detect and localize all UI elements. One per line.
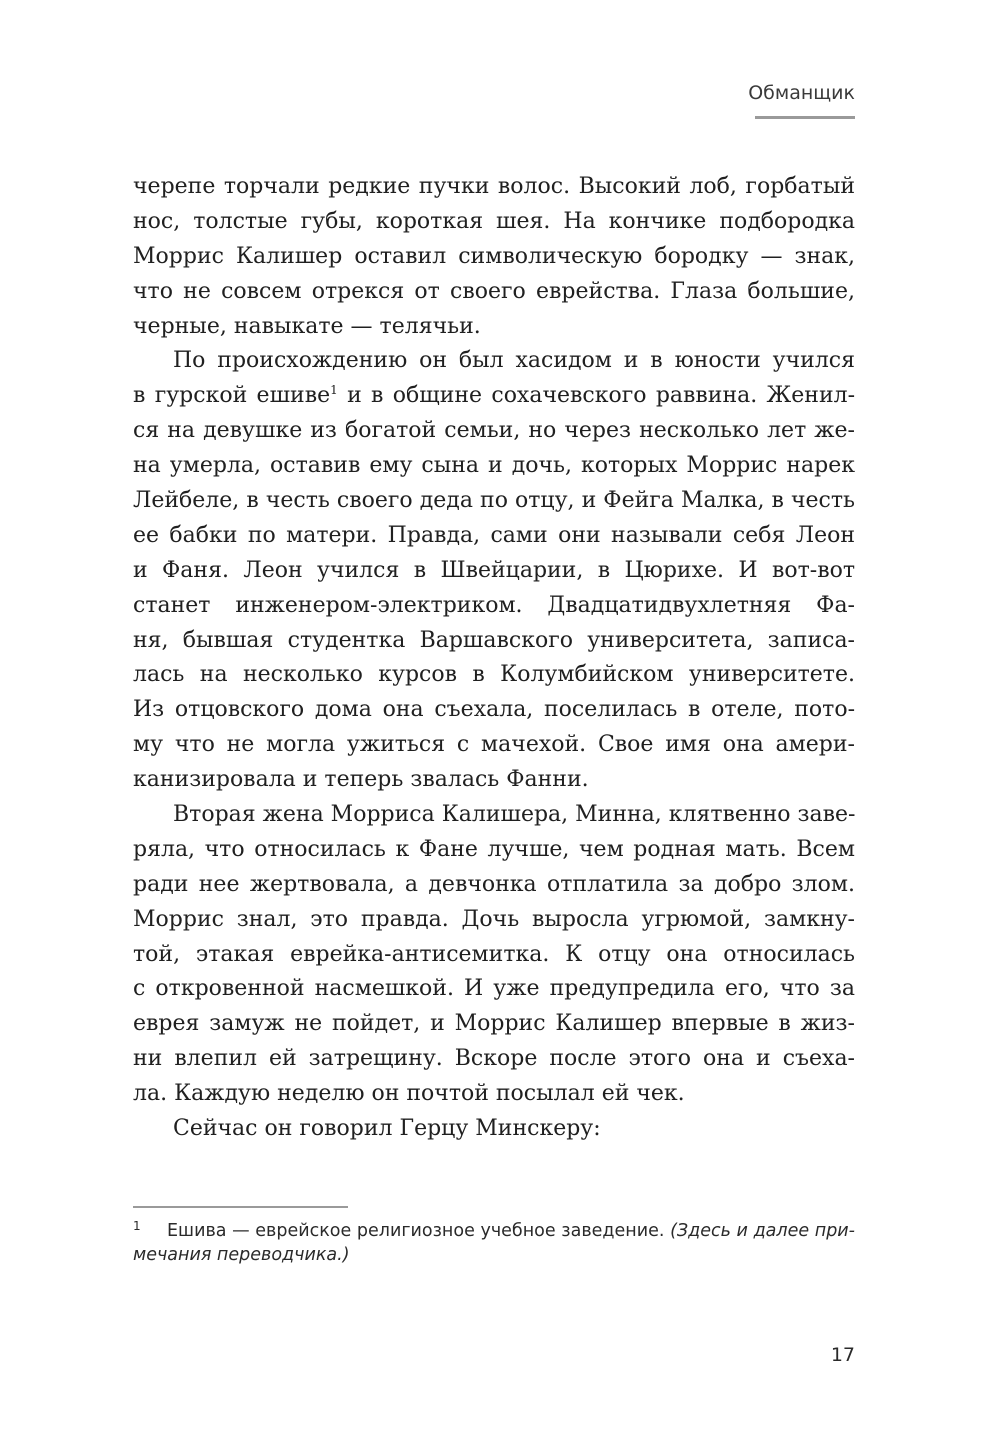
text-line: станет инженером-электриком. Двадцатидвухлетняя Фа-: [133, 592, 855, 618]
text-line: ни влепил ей затрещину. Вскоре после этого она и съеха-: [133, 1046, 855, 1072]
text-line: что не совсем отрекся от своего еврейства. Глаза большие,: [133, 278, 855, 304]
text-line: Вторая жена Морриса Калишера, Минна, клятвенно заве-: [173, 802, 855, 828]
footnote: [133, 1212, 855, 1270]
running-head-rule: [755, 116, 855, 119]
footnote-line: [133, 1212, 855, 1241]
main-text: [133, 170, 855, 1147]
text-line: черепе торчали редкие пучки волос. Высокий лоб, горбатый: [133, 174, 855, 199]
text-line: ла. Каждую неделю он почтой посылал ей чек.: [133, 1081, 685, 1107]
text-line: ради нее жертвовала, а девчонка отплатила за добро злом.: [133, 871, 855, 897]
text-line: ее бабки по матери. Правда, сами они называли себя Леон: [133, 522, 855, 548]
footnote-rule: [133, 1206, 348, 1208]
footnote-mark: 1: [133, 1219, 141, 1233]
text-fragment: в гурской ешиве: [133, 383, 331, 409]
text-line: нос, толстые губы, короткая шея. На кончике подбородка: [133, 208, 855, 234]
footnote-line: мечания переводчика.): [133, 1245, 350, 1265]
text-line: и Фаня. Леон учился в Швейцарии, в Цюрихе. И вот-вот: [133, 557, 855, 583]
text-line: той, этакая еврейка-антисемитка. К отцу она относилась: [133, 941, 855, 967]
text-line: Моррис Калишер оставил символическую бородку — знак,: [133, 243, 855, 269]
text-line: канизировала и теперь звалась Фанни.: [133, 767, 589, 793]
text-line: Моррис знал, это правда. Дочь выросла угрюмой, замкну-: [133, 906, 855, 932]
page-number: 17: [830, 1344, 855, 1366]
text-line: ся на девушке из богатой семьи, но через несколько лет же-: [133, 418, 855, 444]
footnote-text: Ешива — еврейское религиозное учебное заведение.: [167, 1221, 671, 1241]
text-line: ня, бывшая студентка Варшавского университета, записа-: [133, 627, 855, 653]
text-line: еврея замуж не пойдет, и Моррис Калишер впервые в жиз-: [133, 1011, 855, 1037]
text-line: лась на несколько курсов в Колумбийском университете.: [133, 662, 855, 688]
text-line: Из отцовского дома она съехала, поселилась в отеле, пото-: [133, 697, 855, 723]
running-head: Обманщик: [748, 82, 855, 104]
text-line: на умерла, оставив ему сына и дочь, которых Моррис нарек: [133, 453, 855, 479]
text-line: черные, навыкате — телячьи.: [133, 313, 481, 339]
text-fragment: и в общине сохачевского раввина. Женил-: [347, 383, 855, 409]
text-line-with-footnote: [133, 379, 855, 414]
text-line: По происхождению он был хасидом и в юности учился: [173, 348, 855, 374]
text-line: Сейчас он говорил Герцу Минскеру:: [173, 1116, 601, 1142]
text-line: Лейбеле, в честь своего деда по отцу, и Фейга Малка, в честь: [133, 488, 855, 514]
text-line: му что не могла ужиться с мачехой. Свое имя она амери-: [133, 732, 855, 758]
footnote-note: (Здесь и далее при-: [670, 1221, 855, 1241]
text-line: с откровенной насмешкой. И уже предупредила его, что за: [133, 976, 855, 1002]
text-line: ряла, что относилась к Фане лучше, чем родная мать. Всем: [133, 836, 855, 862]
footnote-reference: 1: [330, 383, 338, 398]
